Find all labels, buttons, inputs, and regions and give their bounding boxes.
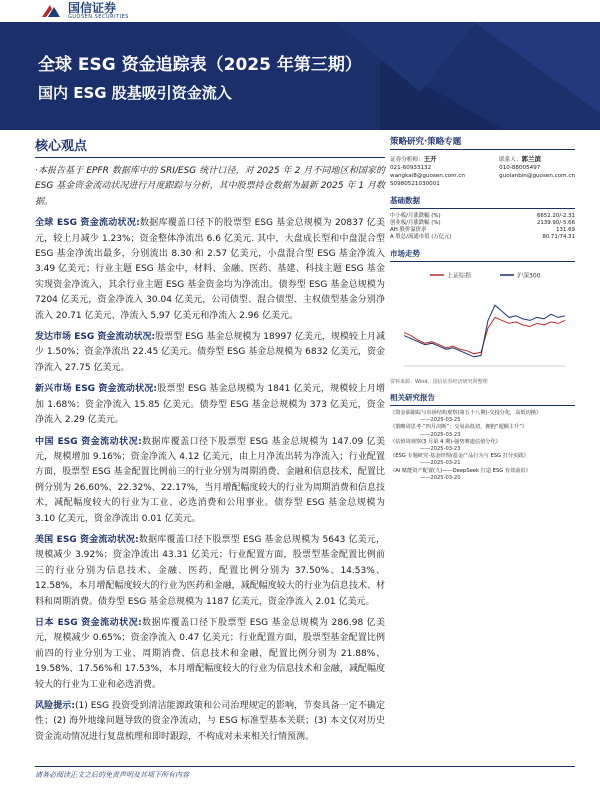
related-report-title[interactable]: 《估值周观察(3 月第 4 期)-强势赛道估值分化》 — [390, 438, 501, 445]
guosen-logo-icon — [40, 3, 62, 19]
developed-label: 发达市场 ESG 资金流动状况: — [35, 332, 156, 343]
analyst-1-phone: 021-60933132 — [390, 165, 432, 171]
report-subtitle: 国内 ESG 股基吸引资金流入 — [38, 84, 232, 102]
legend-label: 沪深300 — [517, 272, 541, 280]
related-report-title[interactable]: 《资金面跟踪与市场结构观察(第五十八期)-交投分化，高低切换》 — [390, 410, 542, 416]
developed-text: 股票型 ESG 基金总规模为 18997 亿美元，规模较上月减少 1.50%；资金净流出 22.45 亿美元。债券型 ESG 基金总规模为 6832 亿美元，资金净流入 27.75 亿美元。 — [35, 332, 385, 373]
us-text: 数据库覆盖口径下股票型 ESG 基金总规模为 5643 亿美元，规模减少 3.92%；资金净流出 43.31 亿美元；行业配置方面，股票型基金配置比例前三的行业分别为信息技术、金融、医药，配置比例分别为 37.50%、14.53%、12.58%，本月增配幅度较大的行业为医药和金融，减配幅度较大的行业为信息技术、材料和周期消费。债券型 ESG 基金总规模为 1187 亿美元，资金净流入 2.01 亿美元。 — [35, 534, 385, 607]
japan-label: 日本 ESG 资金流动状况: — [35, 617, 142, 628]
analyst-info — [390, 155, 575, 188]
global-label: 全球 ESG 资金流动状况: — [35, 218, 140, 229]
related-report-date: ——2025-03-25 — [420, 417, 461, 424]
risk-label: 风险提示: — [35, 701, 76, 711]
china-paragraph — [35, 435, 385, 527]
global-text: 数据库覆盖口径下的股票型 ESG 基金总规模为 20837 亿美元，较上月减少 1.23%；资金整体净流出 6.6 亿美元. 其中，大盘成长型和中盘混合型 ESG 基金净流出最多，分别流出 8.30 和 2.57 亿美元，小盘混合型 ESG 基金净流入 3.49 亿美元；行业主题 ESG 基金中，材料、金融、医药、基建、科技主题 ESG 基金实现资金净流入，其余行业主题 ESG 基金资金均为净流出。债券型 ESG 基金总规模为 7204 亿美元，资金净流入 30.04 亿美元，公司债型、混合债型、主权债型基金分别净流入 20.71 亿美元、净流入 5.97 亿美元和净流入 2.96 亿美元。 — [35, 218, 385, 321]
basic-data-key: 中小板/月涨跌幅 (%) — [390, 213, 441, 219]
basic-data-heading: 基础数据 — [390, 196, 420, 205]
related-heading: 相关研究报告 — [390, 393, 435, 402]
risk-paragraph — [35, 699, 385, 745]
analyst-2-role: 联系人： — [499, 157, 522, 163]
chart-source: 资料来源：Wind、国信证券经济研究所整理 — [390, 379, 488, 385]
analyst-2-name: 郭兰滨 — [521, 155, 542, 163]
analyst-1 — [390, 155, 465, 188]
china-label: 中国 ESG 资金流动状况: — [35, 436, 142, 447]
analyst-1-name: 王开 — [423, 155, 437, 163]
us-label: 美国 ESG 资金流动状况: — [35, 534, 139, 545]
analyst-1-role: 证券分析师： — [390, 157, 424, 163]
sidebar — [390, 135, 575, 482]
basic-data-value: 6652.20/-2.31 — [536, 213, 575, 219]
japan-paragraph — [35, 616, 385, 693]
logo-text-en: GUOSEN SECURITIES — [68, 14, 129, 20]
related-report-date: ——2025-03-23 — [420, 446, 461, 453]
intro-paragraph: ·本报告基于 EPFR 数据库中的 SRI/ESG 统计口径，对 2025 年 2 月不同地区和国家的 ESG 基金资金流动状况进行月度跟踪与分析，其中股票持仓数据为最新 2025 年 1 月数据。 — [35, 166, 385, 207]
core-views — [35, 135, 385, 751]
related-report-date: ——2025-03-21 — [420, 460, 461, 467]
related-report-title[interactable]: 《AI 赋能资产配置(九)——DeepSeek 打造 ESG 有效前沿》 — [390, 467, 531, 474]
basic-data-row — [390, 234, 575, 241]
logo-text-cn: 国信证券 — [68, 1, 117, 15]
top-bar — [0, 0, 600, 22]
basic-data-key: AH 股价溢价率 — [390, 227, 427, 233]
logo — [40, 2, 129, 20]
global-paragraph — [35, 216, 385, 324]
basic-data-row — [390, 220, 575, 227]
risk-text: (1) ESG 投资受到清洁能源政策和公司治理规定的影响，节奏具备一定不确定性；(2) 海外地缘问题导致的资金净流动，与 ESG 标准型基本关联；(3) 本文仅对历史资金流动情况进行复盘梳理和即时跟踪，不构成对未来相关行情预测。 — [35, 701, 385, 742]
related-report-date: ——2025-03-20 — [420, 474, 461, 481]
developed-paragraph — [35, 330, 385, 376]
basic-data-key: 创业板/月涨跌幅 (%) — [390, 220, 441, 226]
basic-data-row — [390, 227, 575, 234]
related-report-title[interactable]: 《策略周思考-“四月决断”：交易高低切，拥抱“超额主升”》 — [390, 424, 528, 431]
footer-rule — [35, 766, 575, 767]
market-trend-svg — [390, 266, 575, 376]
related-report-title[interactable]: 《ESG 专题研究-基金经理/基金产品行为与 ESG 打分实践》 — [390, 453, 529, 460]
sidebar-heading: 策略研究·策略专题 — [390, 137, 462, 147]
report-title: 全球 ESG 资金追踪表（2025 年第三期） — [38, 55, 362, 75]
footer-disclaimer: 请务必阅读正文之后的免责声明及其项下所有内容 — [35, 771, 189, 779]
basic-data-key: A 股总/流通市值 (万亿元) — [390, 234, 452, 240]
china-text: 数据库覆盖口径下股票型 ESG 基金总规模为 147.09 亿美元，规模增加 9.16%；资金净流入 4.12 亿美元，由上月净流出转为净流入；行业配置方面，股票型 ESG 基金配置比例前三的行业分别为周期消费、金融和信息技术，配置比例分别为 26.60%、22.32%、22.17%，当月增配幅度较大的行业为周期消费和信息技术，减配幅度较大的行业为工业、必选消费和公用事业。债券型 ESG 基金总规模为 3.10 亿美元，资金净流出 0.01 亿美元。 — [35, 436, 385, 524]
analyst-1-cert: S0980521030001 — [390, 181, 440, 187]
emerging-label: 新兴市场 ESG 资金流动状况: — [35, 384, 158, 395]
emerging-paragraph — [35, 382, 385, 428]
us-paragraph — [35, 533, 385, 610]
japan-text: 数据库覆盖口径下股票型 ESG 基金总规模为 286.98 亿美元，规模减少 0.65%；资金净流入 0.47 亿美元；行业配置方面，股票型基金配置比例前四的行业分别为工业、周期消费、信息技术和金融，配置比例分别为 21.88%、19.58%、17.56%和 17.53%，本月增配幅度较大的行业为信息技术和金融，减配幅度较大的行业为工业和必选消费。 — [35, 617, 385, 690]
market-trend-heading: 市场走势 — [390, 249, 420, 258]
legend-label: 上证综指 — [447, 272, 472, 280]
basic-data-value: 2139.90/-5.66 — [536, 220, 575, 226]
basic-data-value: 131.69 — [556, 227, 575, 233]
basic-data-row — [390, 213, 575, 220]
title-banner — [0, 22, 600, 130]
analyst-2-phone: 010-88005497 — [499, 165, 541, 171]
core-views-heading: 核心观点 — [35, 139, 88, 154]
market-trend-chart — [390, 266, 575, 376]
analyst-1-email[interactable]: wangkai8@guosen.com.cn — [390, 173, 465, 179]
analyst-2 — [499, 155, 575, 188]
emerging-text: 股票型 ESG 基金总规模为 1841 亿美元，规模较上月增加 1.68%；资金净流入 15.85 亿美元。债券型 ESG 基金总规模为 373 亿美元，资金净流入 2.29 亿美元。 — [35, 384, 385, 426]
related-list — [390, 410, 575, 482]
related-report-date: ——2025-03-23 — [420, 431, 461, 438]
basic-data-value: 80.71/74.31 — [542, 234, 575, 240]
analyst-2-email[interactable]: guolanbin@guosen.com.cn — [499, 173, 575, 179]
